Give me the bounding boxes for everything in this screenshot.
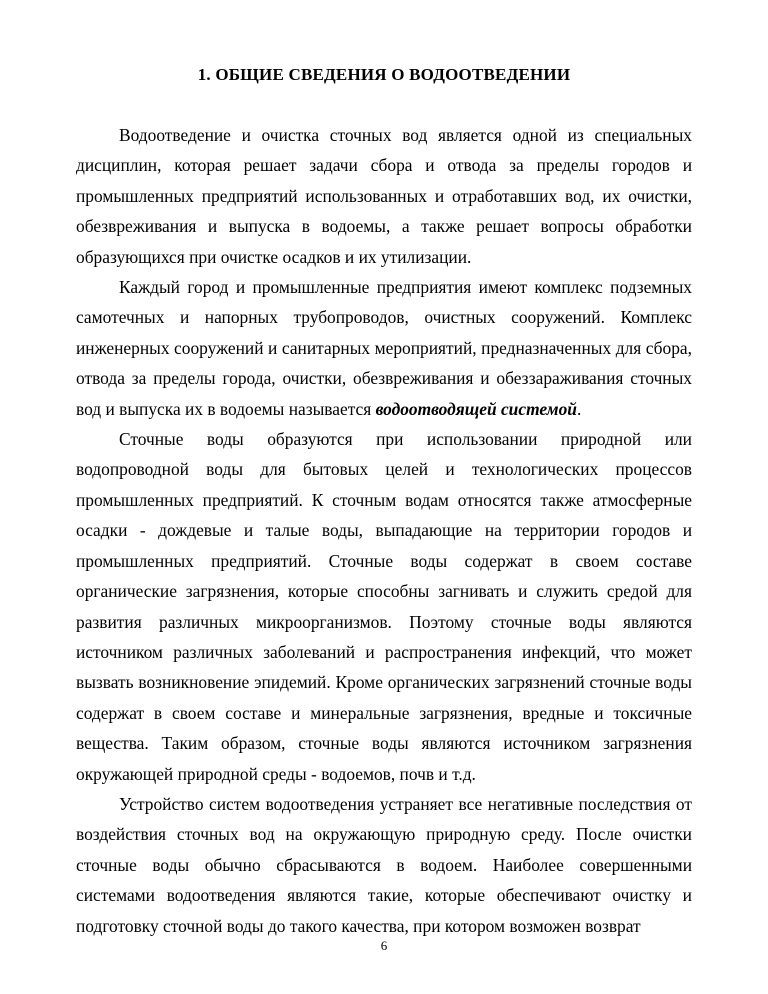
paragraph-system-definition-end: . xyxy=(576,398,582,419)
paragraph-system-definition xyxy=(76,272,692,424)
paragraph-treatment: Устройство систем водоотведения устраняет все негативные последствия от воздействия сточных вод на окружающую природную среду. После очистки сточные воды обычно сбрасываются в водоем. Наиболее совершенными системами водоотведения являются такие, которые обеспечивают очистку и подготовку сточной воды до такого качества, при котором возможен возврат xyxy=(76,793,692,936)
section-heading: 1. ОБЩИЕ СВЕДЕНИЯ О ВОДООТВЕДЕНИИ xyxy=(197,65,571,84)
paragraph-intro: Водоотведение и очистка сточных вод является одной из специальных дисциплин, которая решает задачи сбора и отвода за пределы городов и промышленных предприятий использованных и отработавших вод, их очистки, обезвреживания и выпуска в водоемы, а также решает вопросы обработки образующихся при очистке осадков и их утилизации. xyxy=(76,125,692,267)
body-text xyxy=(76,120,692,941)
paragraph-system-definition-text: Каждый город и промышленные предприятия имеют комплекс подземных самотечных и напорных трубопроводов, очистных сооружений. Комплекс инженерных сооружений и санитарных мероприятий, предназначенных для сбора, отвода за пределы города, очистки, обезвреживания и обеззараживания сточных вод и выпуска их в водоемы называется xyxy=(76,277,692,419)
page-number: 6 xyxy=(380,938,388,953)
paragraph-wastewater: Сточные воды образуются при использовании природной или водопроводной воды для бытовых целей и технологических процессов промышленных предприятий. К сточным водам относятся также атмосферные осадки - дождевые и талые воды, выпадающие на территории городов и промышленных предприятий. Сточные воды содержат в своем составе органические загрязнения, которые способны загнивать и служить средой для развития различных микроорганизмов. Поэтому сточные воды являются источником различных заболеваний и распространения инфекций, что может вызвать возникновение эпидемий. Кроме органических загрязнений сточные воды содержат в своем составе и минеральные загрязнения, вредные и токсичные вещества. Таким образом, сточные воды являются источником загрязнения окружающей природной среды - водоемов, почв и т.д. xyxy=(76,429,692,784)
term-drainage-system: водоотводящей системой xyxy=(375,398,577,419)
